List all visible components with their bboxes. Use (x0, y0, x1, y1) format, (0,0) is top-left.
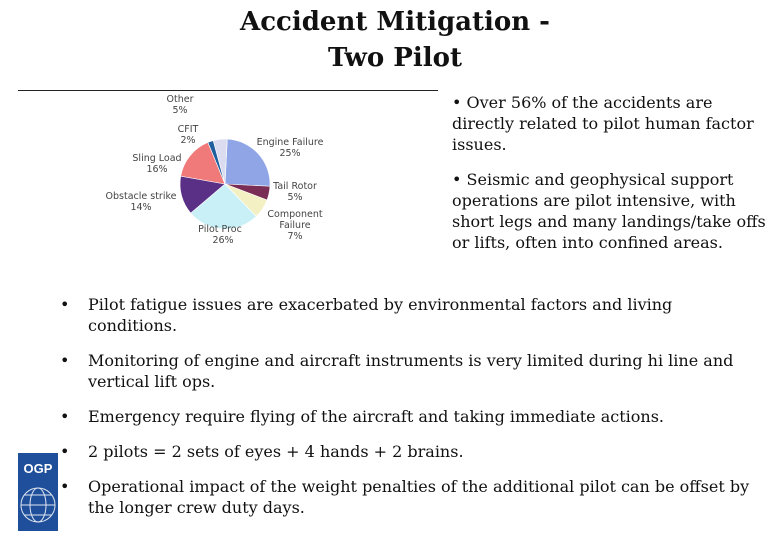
slide-title (160, 4, 630, 76)
value-other: 5% (172, 105, 188, 116)
bullet-icon: • (60, 407, 70, 426)
bullet-item (60, 406, 760, 427)
label-cfit: CFIT (177, 124, 199, 135)
bullet-icon: • (60, 442, 70, 461)
value-cfit: 2% (180, 135, 196, 146)
accident-pie-chart (95, 92, 435, 252)
bullet-text: Monitoring of engine and aircraft instruments is very limited during hi line and vertical lift ops. (88, 351, 734, 391)
label-obstacle-strike: Obstacle strike (105, 191, 177, 202)
value-tail-rotor: 5% (287, 192, 303, 203)
value-engine-failure: 25% (279, 148, 301, 159)
bullet-item (60, 294, 760, 336)
title-line-2: Two Pilot (328, 43, 462, 73)
title-divider (18, 90, 438, 91)
label-engine-failure: Engine Failure (256, 137, 324, 148)
side-text (452, 92, 772, 267)
side-paragraph-1: • Over 56% of the accidents are directly related to pilot human factor issues. (452, 93, 754, 154)
value-sling-load: 16% (146, 164, 168, 175)
title-line-1: Accident Mitigation - (240, 7, 550, 37)
label-component-failure: Component Failure (267, 209, 323, 231)
label-sling-load: Sling Load (132, 153, 182, 164)
label-pilot-proc: Pilot Proc (198, 224, 242, 235)
label-other: Other (166, 94, 194, 105)
bullet-list (60, 294, 760, 532)
bullet-text: Pilot fatigue issues are exacerbated by environmental factors and living conditions. (88, 295, 673, 335)
bullet-text: Operational impact of the weight penalties of the additional pilot can be offset by the longer crew duty days. (88, 477, 750, 517)
value-component-failure: 7% (287, 231, 303, 242)
bullet-item (60, 350, 760, 392)
label-tail-rotor: Tail Rotor (273, 181, 317, 192)
value-pilot-proc: 26% (212, 235, 234, 246)
side-paragraph-2: • Seismic and geophysical support operations are pilot intensive, with short legs and many landings/take offs or lifts, often into confined areas. (452, 170, 766, 252)
bullet-text: 2 pilots = 2 sets of eyes + 4 hands + 2 brains. (88, 442, 464, 461)
bullet-item (60, 441, 760, 462)
ogp-logo (18, 453, 58, 531)
logo-text: OGP (23, 461, 53, 476)
bullet-icon: • (60, 351, 70, 370)
bullet-icon: • (60, 477, 70, 496)
bullet-icon: • (60, 295, 70, 314)
bullet-item (60, 476, 760, 518)
value-obstacle-strike: 14% (130, 202, 152, 213)
bullet-text: Emergency require flying of the aircraft and taking immediate actions. (88, 407, 665, 426)
pie-slices (180, 139, 270, 229)
